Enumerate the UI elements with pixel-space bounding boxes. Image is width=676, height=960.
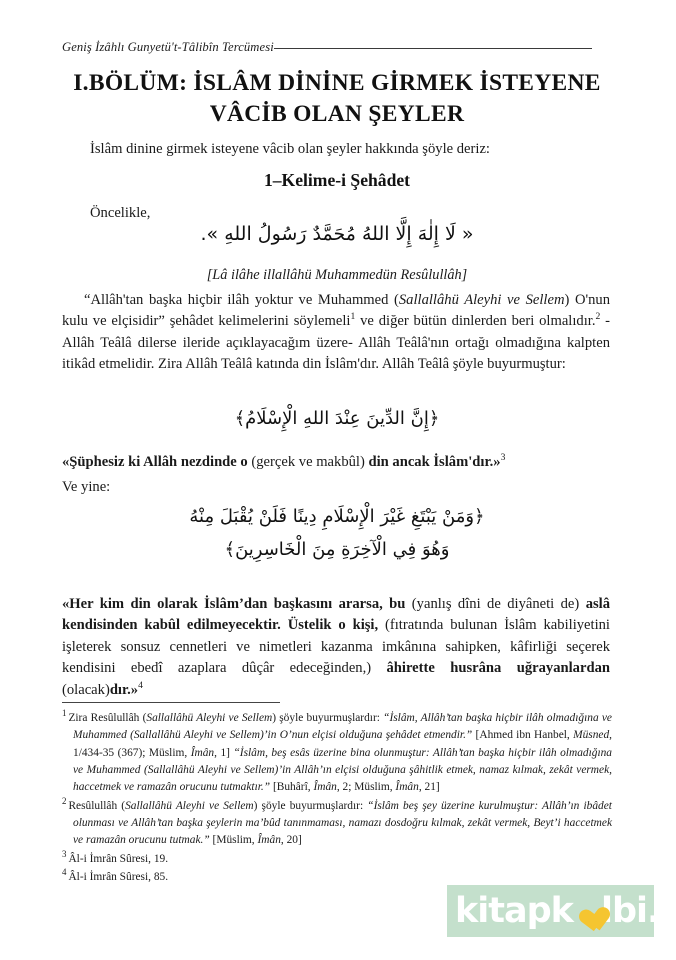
par4-plain-1: (yanlış dîni de diyâneti de) xyxy=(405,596,586,612)
footnote-3 xyxy=(62,848,612,868)
body-paragraph-3: Ve yine: xyxy=(62,479,111,495)
body-paragraph-2 xyxy=(62,452,610,473)
footnote-text-segment: [Ahmed ibn Hanbel, xyxy=(472,729,574,742)
chapter-intro-text: İslâm dinine girmek isteyene vâcib olan şeyler hakkında şöyle deriz: xyxy=(90,141,490,157)
footnote-ref-2[interactable]: 2 xyxy=(595,311,601,323)
footnote-text-segment: [Buhârî, xyxy=(270,781,314,794)
footnote-text-segment: , 21] xyxy=(418,781,440,794)
arabic-shahada-text: « لَا إِلٰهَ إِلَّا اللهُ مُحَمَّدٌ رَسُولُ اللهِ ». xyxy=(200,223,474,245)
body-paragraph-4 xyxy=(62,594,610,701)
footnote-text-segment: [Müslim, xyxy=(209,834,258,847)
footnote-2 xyxy=(62,795,612,850)
footnote-1 xyxy=(62,710,612,797)
par4-bold-3: âhirette husrâna uğrayanlardan xyxy=(386,660,610,677)
footnote-ref-4[interactable]: 4 xyxy=(138,679,143,691)
footnote-text-segment: ) şöyle buyurmuşlardır: xyxy=(272,712,384,724)
footnote-marker[interactable]: 2 xyxy=(62,795,67,806)
footnote-4 xyxy=(62,869,612,886)
arabic-verse-ali-imran-85 xyxy=(62,500,612,567)
footnote-ref-1[interactable]: 1 xyxy=(350,311,356,323)
par4-bold-2: aslâ kendisinden kabûl edilmeyecektir. Üstelik o kişi, xyxy=(62,596,611,634)
footnote-text-segment: ) şöyle buyurmuşlardır: xyxy=(253,799,368,812)
footnote-text-segment: “İslâm beş şey üzerine kurulmuştur: Allâh’ın ibâdet olunması ve Allâh’tan başka şeylerin ma’bûd tanınmaması, namazı dosdoğru kılmak, zekât vermek, Beyt’i haccetmek ve ramazân orucunu tutmak.” xyxy=(73,799,612,847)
kitapkalbi-watermark xyxy=(447,885,676,937)
footnote-text-segment: Îmân xyxy=(190,746,215,759)
body-paragraph-1 xyxy=(62,290,610,376)
footnote-text-segment: Âl-i İmrân Sûresi, 85. xyxy=(68,870,169,883)
running-header-title: Geniş İzâhlı Gunyetü't-Tâlibîn Tercümesi xyxy=(62,40,274,54)
par1-salutation-1: Sallallâhü Aleyhi ve Sellem xyxy=(398,292,565,308)
arabic-verse-ali-imran-19: ﴿إِنَّ الدِّينَ عِنْدَ اللهِ الْإِسْلَامُ﴾ xyxy=(234,408,440,429)
footnote-text-segment: , 2; Müslim, xyxy=(336,781,396,794)
par4-plain-2: (fıtratında bulunan İslâm kabiliyetini işleterek sonsuz cennetleri ve nimetleri kazanma imkânına sahipken, kâfirliği seçerek kendisini ebedî azaplara dûçâr edeceğinden,) xyxy=(62,617,610,677)
section-lead-in: Öncelikle, xyxy=(90,205,151,221)
par4-bold-4: dır.» xyxy=(109,681,139,698)
par1-segment-e: -Allâh Teâlâ dilerse ileride açıklayacağım üzere- Allâh Teâlâ'nın ortağı olmadığına kalpten itikâd etmelidir. Zira Allâh Teâlâ katında din İslâm'dır. Allâh Teâlâ şöyle buyurmuştur: xyxy=(62,313,611,373)
footnotes-section xyxy=(62,710,612,887)
par4-bold-1: «Her kim din olarak İslâm’dan başkasını ararsa, bu xyxy=(62,596,406,612)
running-header xyxy=(62,40,592,55)
footnote-text-segment: Îmân xyxy=(257,834,281,847)
watermark-domain-suffix: com xyxy=(658,894,676,928)
footnote-marker[interactable]: 3 xyxy=(62,848,67,859)
footnote-text-segment: Îmân xyxy=(395,781,419,794)
footnote-text-segment: Îmân xyxy=(313,781,337,794)
footnote-text-segment: , 1/434-35 (367); Müslim, xyxy=(73,729,613,759)
footnote-text-segment: , 1] xyxy=(214,746,234,759)
footnote-text-segment: Müsned xyxy=(573,729,610,742)
chapter-title xyxy=(62,68,612,130)
heart-icon xyxy=(572,898,601,925)
section-heading: 1–Kelime-i Şehâdet xyxy=(263,170,411,190)
footnote-separator-rule xyxy=(62,702,280,703)
arabic-verse-85-line-2: وَهُوَ فِي الْآخِرَةِ مِنَ الْخَاسِرِينَ﴾ xyxy=(224,539,450,561)
par2-bold-1: «Şüphesiz ki Allâh nezdinde o xyxy=(62,454,248,470)
footnote-marker[interactable]: 4 xyxy=(62,867,67,878)
footnote-text-segment: “İslâm, Allâh’tan başka hiçbir ilâh olmadığına ve Muhammed (Sallallâhü Aleyhi ve Sellem)’in O’nun elçisi olduğuna şehâdet etmendir.” xyxy=(73,712,612,742)
chapter-title-line-1: I.BÖLÜM: İSLÂM DİNİNE GİRMEK İSTEYENE xyxy=(73,70,601,96)
chapter-title-line-2: VÂCİB OLAN ŞEYLER xyxy=(209,101,465,128)
footnote-ref-3[interactable]: 3 xyxy=(500,452,506,464)
footnote-text-segment: Sallallâhü Aleyhi ve Sellem xyxy=(146,712,273,724)
footnote-marker[interactable]: 1 xyxy=(62,708,67,719)
watermark-wordmark xyxy=(455,890,660,931)
par4-plain-3: (olacak) xyxy=(62,681,110,698)
running-header-rule xyxy=(274,48,592,49)
footnote-text-segment: “İslâm, beş esâs üzerine bina olunmuştur: Allâh’tan başka hiçbir ilâh olmadığına ve Muhammed (Sallallâhü Aleyhi ve Sellem)’in Allâh’ın elçisi olduğuna şâhitlik etmek, namaz kılmak, zekât vermek, haccetmek ve ramazân orucunu tutmaktır.” xyxy=(73,746,612,794)
par2-bold-2: din ancak İslâm'dır.» xyxy=(368,454,501,470)
par1-segment-a: “Allâh'tan başka hiçbir ilâh yoktur ve Muhammed ( xyxy=(84,292,399,308)
par1-segment-d: ve diğer bütün dinlerden beri olmalıdır. xyxy=(355,313,596,330)
footnote-text-segment: Zira Resûlullâh ( xyxy=(68,712,147,724)
watermark-text-before: kitapk xyxy=(455,890,573,931)
watermark-text-after: lbi. xyxy=(600,890,660,931)
par1-segment-c: ) O'nun kulu ve elçisidir” şehâdet kelimelerini söylemeli xyxy=(62,292,611,330)
arabic-verse-85-line-1: ﴿وَمَنْ يَبْتَغِ غَيْرَ الْإِسْلَامِ دِينًا فَلَنْ يُقْبَلَ مِنْهُ xyxy=(189,506,485,527)
transliteration-text: [Lâ ilâhe illallâhü Muhammedün Resûlullâh] xyxy=(206,267,468,283)
footnote-text-segment: Âl-i İmrân Sûresi, 19. xyxy=(68,852,169,865)
footnote-text-segment: , 20] xyxy=(280,834,302,847)
footnote-text-segment: Resûlullâh ( xyxy=(68,799,126,812)
par2-plain: (gerçek ve makbûl) xyxy=(247,454,369,470)
footnote-text-segment: Sallallâhü Aleyhi ve Sellem xyxy=(125,799,254,812)
